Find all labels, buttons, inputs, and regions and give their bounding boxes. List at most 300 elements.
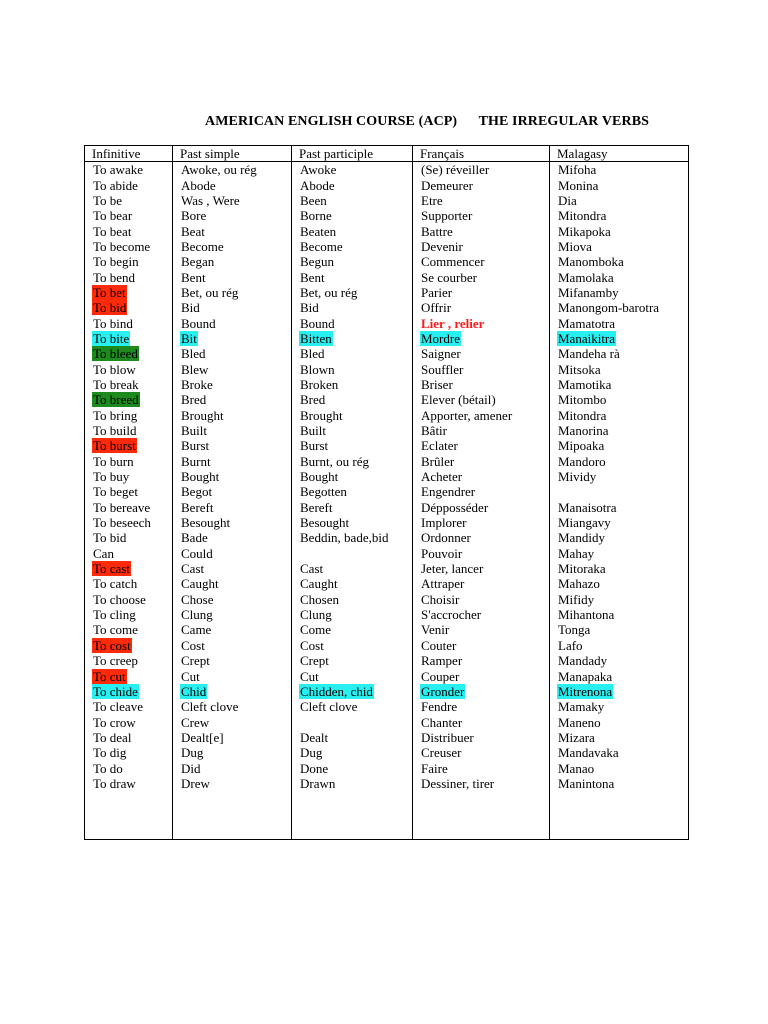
table-row <box>85 254 689 269</box>
cell-malagasy <box>550 500 689 515</box>
cell-malagasy <box>550 331 689 346</box>
past-participle-text <box>299 546 301 561</box>
table-row <box>85 269 689 284</box>
empty-cell <box>413 791 550 840</box>
francais-text: Supporter <box>421 208 473 224</box>
cell-past-participle <box>292 638 413 653</box>
past-simple-text: Began <box>181 254 215 270</box>
infinitive-text: To bid <box>93 300 127 316</box>
cell-francais <box>413 530 550 545</box>
past-participle-text: Come <box>300 622 332 638</box>
cell-past-participle <box>292 576 413 591</box>
cell-past-simple <box>173 239 292 254</box>
past-simple-text: Bade <box>181 530 208 546</box>
cell-past-participle <box>292 239 413 254</box>
cell-past-simple <box>173 408 292 423</box>
past-participle-text: Clung <box>300 607 332 623</box>
cell-infinitive <box>85 392 173 407</box>
infinitive-text: To cling <box>93 607 136 623</box>
cell-past-participle <box>292 177 413 192</box>
cell-past-simple <box>173 500 292 515</box>
cell-past-simple <box>173 208 292 223</box>
francais-text: Mordre <box>421 330 460 346</box>
cell-malagasy <box>550 546 689 561</box>
francais-text: Parier <box>421 284 453 300</box>
past-participle-text: Bid <box>300 300 319 316</box>
table-row <box>85 592 689 607</box>
cell-past-participle <box>292 684 413 699</box>
francais-text: Etre <box>421 192 443 208</box>
cell-malagasy <box>550 285 689 300</box>
past-simple-text: Clung <box>181 607 213 623</box>
header-infinitive: Infinitive <box>85 146 173 162</box>
cell-infinitive <box>85 576 173 591</box>
cell-malagasy <box>550 776 689 791</box>
malagasy-text: Manaisotra <box>558 499 617 515</box>
cell-francais <box>413 714 550 729</box>
document-title <box>205 114 649 130</box>
cell-infinitive <box>85 239 173 254</box>
header-francais: Français <box>413 146 550 162</box>
past-participle-text <box>299 715 301 730</box>
table-row <box>85 530 689 545</box>
cell-infinitive <box>85 331 173 346</box>
cell-malagasy <box>550 300 689 315</box>
cell-malagasy <box>550 315 689 330</box>
past-participle-text: Bound <box>300 315 335 331</box>
infinitive-text: To bet <box>93 284 126 300</box>
infinitive-text: To dig <box>93 745 127 761</box>
malagasy-text: Mifanamby <box>558 284 619 300</box>
cell-past-simple <box>173 438 292 453</box>
table-row <box>85 408 689 423</box>
malagasy-text: Mitrenona <box>558 683 613 699</box>
infinitive-text: To abide <box>93 177 138 193</box>
malagasy-text: Mandoro <box>558 453 606 469</box>
francais-text: Bâtir <box>421 423 447 439</box>
infinitive-text: To burn <box>93 453 134 469</box>
cell-francais <box>413 730 550 745</box>
past-participle-text: Borne <box>300 208 332 224</box>
empty-cell <box>292 791 413 840</box>
cell-infinitive <box>85 269 173 284</box>
francais-text: Dessiner, tirer <box>421 775 495 791</box>
empty-cell <box>85 791 173 840</box>
past-simple-text: Brought <box>181 407 224 423</box>
table-row <box>85 653 689 668</box>
francais-text: Eclater <box>421 438 458 454</box>
cell-past-simple <box>173 699 292 714</box>
cell-infinitive <box>85 515 173 530</box>
cell-infinitive <box>85 361 173 376</box>
cell-malagasy <box>550 607 689 622</box>
cell-past-participle <box>292 622 413 637</box>
cell-malagasy <box>550 653 689 668</box>
table-row <box>85 285 689 300</box>
past-participle-text: Besought <box>300 515 350 531</box>
table-row <box>85 377 689 392</box>
past-simple-text: Cut <box>181 668 200 684</box>
past-participle-text: Begotten <box>300 484 347 500</box>
past-simple-text: Burnt <box>181 453 211 469</box>
header-past-simple: Past simple <box>173 146 292 162</box>
cell-past-simple <box>173 530 292 545</box>
malagasy-text: Dia <box>558 192 577 208</box>
table-row <box>85 300 689 315</box>
francais-text: Commencer <box>421 254 485 270</box>
malagasy-text: Mitoraka <box>558 561 606 577</box>
cell-malagasy <box>550 346 689 361</box>
infinitive-text: To bring <box>93 407 138 423</box>
past-simple-text: Did <box>181 760 201 776</box>
cell-malagasy <box>550 576 689 591</box>
cell-francais <box>413 361 550 376</box>
empty-cell <box>173 791 292 840</box>
cell-malagasy <box>550 177 689 192</box>
past-simple-text: Cast <box>181 561 205 577</box>
past-participle-text: Burnt, ou rég <box>300 453 369 469</box>
cell-malagasy <box>550 530 689 545</box>
malagasy-text: Mitsoka <box>558 361 601 377</box>
malagasy-text: Mamolaka <box>558 269 614 285</box>
cell-francais <box>413 684 550 699</box>
table-row <box>85 776 689 791</box>
cell-malagasy <box>550 269 689 284</box>
past-simple-text: Cost <box>181 637 205 653</box>
cell-past-participle <box>292 361 413 376</box>
table-row <box>85 423 689 438</box>
cell-past-participle <box>292 469 413 484</box>
cell-francais <box>413 269 550 284</box>
past-participle-text: Blown <box>300 361 335 377</box>
francais-text: Fendre <box>421 699 458 715</box>
francais-text: Lier , relier <box>421 315 485 331</box>
cell-past-participle <box>292 454 413 469</box>
cell-past-simple <box>173 546 292 561</box>
past-simple-text: Crept <box>181 653 210 669</box>
table-row <box>85 162 689 178</box>
past-participle-text: Bought <box>300 469 339 485</box>
malagasy-text: Mividy <box>558 469 597 485</box>
irregular-verbs-table <box>84 145 689 840</box>
malagasy-text: Mandavaka <box>558 745 619 761</box>
cell-malagasy <box>550 254 689 269</box>
past-simple-text: Beat <box>181 223 205 239</box>
cell-past-participle <box>292 776 413 791</box>
table-row <box>85 607 689 622</box>
cell-infinitive <box>85 300 173 315</box>
cell-infinitive <box>85 699 173 714</box>
infinitive-text: To crow <box>93 714 136 730</box>
francais-text: Creuser <box>421 745 462 761</box>
past-simple-text: Bit <box>181 330 197 346</box>
table-row <box>85 638 689 653</box>
cell-francais <box>413 776 550 791</box>
past-simple-text: Caught <box>181 576 219 592</box>
table-body <box>85 162 689 840</box>
cell-infinitive <box>85 177 173 192</box>
table-row <box>85 561 689 576</box>
cell-infinitive <box>85 377 173 392</box>
table-header-row <box>85 146 689 162</box>
malagasy-text: Mihantona <box>558 607 615 623</box>
past-participle-text: Chidden, chid <box>300 683 373 699</box>
table-row <box>85 684 689 699</box>
cell-infinitive <box>85 561 173 576</box>
past-participle-text: Dug <box>300 745 323 761</box>
cell-past-simple <box>173 300 292 315</box>
past-participle-text: Bled <box>300 346 325 362</box>
cell-past-participle <box>292 699 413 714</box>
cell-francais <box>413 515 550 530</box>
table-row <box>85 223 689 238</box>
cell-malagasy <box>550 745 689 760</box>
francais-text: Brûler <box>421 453 455 469</box>
cell-francais <box>413 469 550 484</box>
malagasy-text: Manintona <box>558 775 615 791</box>
cell-past-participle <box>292 500 413 515</box>
cell-malagasy <box>550 423 689 438</box>
table-row <box>85 438 689 453</box>
cell-past-participle <box>292 760 413 775</box>
cell-malagasy <box>550 484 689 499</box>
past-participle-text: Done <box>300 760 329 776</box>
course-title: AMERICAN ENGLISH COURSE (ACP) <box>205 114 458 129</box>
past-participle-text: Brought <box>300 407 343 423</box>
cell-past-participle <box>292 331 413 346</box>
cell-malagasy <box>550 223 689 238</box>
malagasy-text: Mitondra <box>558 208 607 224</box>
cell-francais <box>413 561 550 576</box>
cell-francais <box>413 162 550 178</box>
cell-francais <box>413 653 550 668</box>
cell-francais <box>413 239 550 254</box>
cell-francais <box>413 622 550 637</box>
infinitive-text: To come <box>93 622 138 638</box>
cell-past-participle <box>292 423 413 438</box>
cell-malagasy <box>550 454 689 469</box>
francais-text: Implorer <box>421 515 467 531</box>
past-participle-text: Begun <box>300 254 334 270</box>
cell-infinitive <box>85 653 173 668</box>
cell-past-participle <box>292 484 413 499</box>
cell-past-participle <box>292 438 413 453</box>
cell-infinitive <box>85 745 173 760</box>
cell-infinitive <box>85 760 173 775</box>
cell-past-simple <box>173 392 292 407</box>
cell-malagasy <box>550 622 689 637</box>
cell-past-simple <box>173 730 292 745</box>
cell-past-simple <box>173 193 292 208</box>
empty-cell <box>550 791 689 840</box>
past-participle-text: Broken <box>300 376 339 392</box>
cell-past-simple <box>173 484 292 499</box>
cell-past-simple <box>173 607 292 622</box>
cell-past-participle <box>292 592 413 607</box>
francais-text: Briser <box>421 376 453 392</box>
francais-text: Choisir <box>421 591 460 607</box>
past-participle-text: Cost <box>300 637 324 653</box>
infinitive-text: To cast <box>93 561 130 577</box>
table-row <box>85 484 689 499</box>
francais-text: Jeter, lancer <box>421 561 484 577</box>
cell-past-simple <box>173 454 292 469</box>
cell-past-participle <box>292 162 413 178</box>
cell-past-participle <box>292 546 413 561</box>
cell-francais <box>413 346 550 361</box>
past-participle-text: Bereft <box>300 499 333 515</box>
cell-past-participle <box>292 285 413 300</box>
infinitive-text: To breed <box>93 392 139 408</box>
infinitive-text: To bid <box>93 530 127 546</box>
infinitive-text: To be <box>93 192 123 208</box>
table-row <box>85 622 689 637</box>
cell-past-simple <box>173 361 292 376</box>
cell-past-participle <box>292 223 413 238</box>
francais-text: Pouvoir <box>421 545 463 561</box>
francais-text: Engendrer <box>421 484 476 500</box>
malagasy-text: Manorina <box>558 423 609 439</box>
infinitive-text: To buy <box>93 469 130 485</box>
table-row <box>85 193 689 208</box>
infinitive-text: To break <box>93 376 139 392</box>
francais-text: Ordonner <box>421 530 471 546</box>
cell-past-participle <box>292 714 413 729</box>
table-row <box>85 714 689 729</box>
cell-francais <box>413 745 550 760</box>
past-participle-text: Beaten <box>300 223 337 239</box>
cell-past-simple <box>173 254 292 269</box>
infinitive-text: To bend <box>93 269 136 285</box>
cell-francais <box>413 392 550 407</box>
cell-past-participle <box>292 745 413 760</box>
cell-francais <box>413 699 550 714</box>
infinitive-text: To become <box>93 238 151 254</box>
cell-francais <box>413 408 550 423</box>
cell-past-simple <box>173 653 292 668</box>
cell-past-simple <box>173 346 292 361</box>
table-row <box>85 392 689 407</box>
table-row <box>85 500 689 515</box>
infinitive-text: To catch <box>93 576 138 592</box>
francais-text: Dépposséder <box>421 499 489 515</box>
malagasy-text: Mandady <box>558 653 608 669</box>
infinitive-text: To blow <box>93 361 136 377</box>
cell-infinitive <box>85 162 173 178</box>
table-row <box>85 331 689 346</box>
malagasy-text: Mizara <box>558 729 595 745</box>
past-simple-text: Could <box>181 545 213 561</box>
cell-malagasy <box>550 361 689 376</box>
table-row <box>85 469 689 484</box>
malagasy-text: Mamatotra <box>558 315 616 331</box>
topic-title: THE IRREGULAR VERBS <box>478 114 650 129</box>
cell-past-simple <box>173 377 292 392</box>
table-row <box>85 546 689 561</box>
table-row <box>85 699 689 714</box>
malagasy-text: Manomboka <box>558 254 624 270</box>
cell-francais <box>413 223 550 238</box>
past-participle-text: Burst <box>300 438 329 454</box>
past-simple-text: Dealt[e] <box>181 729 224 745</box>
infinitive-text: To beat <box>93 223 132 239</box>
cell-francais <box>413 438 550 453</box>
past-simple-text: Chid <box>181 683 207 699</box>
cell-infinitive <box>85 500 173 515</box>
cell-past-simple <box>173 269 292 284</box>
cell-infinitive <box>85 469 173 484</box>
malagasy-text: Mikapoka <box>558 223 611 239</box>
table-row <box>85 315 689 330</box>
cell-francais <box>413 423 550 438</box>
infinitive-text: To deal <box>93 729 132 745</box>
francais-text: Chanter <box>421 714 463 730</box>
past-participle-text: Cut <box>300 668 319 684</box>
past-simple-text: Bent <box>181 269 206 285</box>
cell-infinitive <box>85 193 173 208</box>
infinitive-text: To do <box>93 760 123 776</box>
infinitive-text: To cost <box>93 637 131 653</box>
malagasy-text: Miova <box>558 238 592 254</box>
past-simple-text: Begot <box>181 484 213 500</box>
table-row <box>85 346 689 361</box>
cell-infinitive <box>85 622 173 637</box>
cell-past-simple <box>173 285 292 300</box>
cell-past-participle <box>292 668 413 683</box>
cell-francais <box>413 285 550 300</box>
cell-francais <box>413 300 550 315</box>
francais-text: Venir <box>421 622 450 638</box>
cell-malagasy <box>550 668 689 683</box>
cell-malagasy <box>550 760 689 775</box>
malagasy-text: Monina <box>558 177 599 193</box>
past-simple-text: Drew <box>181 775 210 791</box>
past-participle-text: Bitten <box>300 330 332 346</box>
cell-malagasy <box>550 377 689 392</box>
cell-francais <box>413 668 550 683</box>
table-row <box>85 576 689 591</box>
malagasy-text: Mamaky <box>558 699 605 715</box>
cell-past-simple <box>173 223 292 238</box>
cell-past-participle <box>292 730 413 745</box>
past-simple-text: Built <box>181 423 208 439</box>
francais-text: Offrir <box>421 300 452 316</box>
past-participle-text: Bred <box>300 392 326 408</box>
cell-infinitive <box>85 730 173 745</box>
francais-text: Attraper <box>421 576 465 592</box>
past-simple-text: Dug <box>181 745 204 761</box>
cell-past-simple <box>173 576 292 591</box>
past-simple-text: Blew <box>181 361 209 377</box>
cell-malagasy <box>550 638 689 653</box>
past-participle-text: Been <box>300 192 327 208</box>
cell-past-participle <box>292 607 413 622</box>
past-simple-text: Bereft <box>181 499 214 515</box>
cell-past-simple <box>173 776 292 791</box>
francais-text: Devenir <box>421 238 463 254</box>
cell-past-simple <box>173 331 292 346</box>
cell-francais <box>413 607 550 622</box>
cell-malagasy <box>550 592 689 607</box>
francais-text: Apporter, amener <box>421 407 513 423</box>
malagasy-text: Mipoaka <box>558 438 605 454</box>
infinitive-text: To bereave <box>93 499 151 515</box>
cell-infinitive <box>85 546 173 561</box>
malagasy-text: Manaikitra <box>558 330 616 346</box>
past-simple-text: Bid <box>181 300 200 316</box>
table-row <box>85 760 689 775</box>
header-past-participle: Past participle <box>292 146 413 162</box>
